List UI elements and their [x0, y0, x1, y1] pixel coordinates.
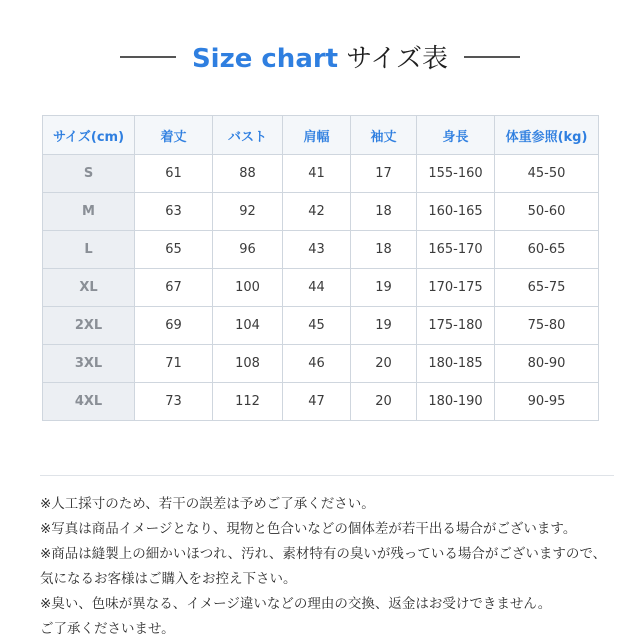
page-title	[0, 0, 640, 75]
table-row	[43, 383, 599, 421]
table-row	[43, 345, 599, 383]
table-row	[43, 231, 599, 269]
table-cell: 100	[213, 269, 283, 307]
table-row	[43, 307, 599, 345]
table-cell: 92	[213, 193, 283, 231]
table-cell: 41	[283, 155, 351, 193]
size-label-cell: S	[43, 155, 135, 193]
table-cell: 45	[283, 307, 351, 345]
note-line: 気になるお客様はご購入をお控え下さい。	[40, 571, 297, 587]
table-cell: 42	[283, 193, 351, 231]
note-line: ※臭い、色味が異なる、イメージ違いなどの理由の交換、返金はお受けできません。	[40, 596, 552, 612]
table-cell: 47	[283, 383, 351, 421]
note-line: ※写真は商品イメージとなり、現物と色合いなどの個体差が若干出る場合がございます。	[40, 521, 577, 537]
table-header-cell: 着丈	[135, 116, 213, 155]
title-english: Size chart	[191, 44, 339, 74]
table-cell: 112	[213, 383, 283, 421]
table-cell: 160-165	[417, 193, 495, 231]
note-line: ご了承くださいませ。	[40, 621, 175, 637]
table-cell: 73	[135, 383, 213, 421]
table-row	[43, 193, 599, 231]
table-cell: 69	[135, 307, 213, 345]
table-cell: 71	[135, 345, 213, 383]
table-cell: 20	[351, 345, 417, 383]
table-cell: 165-170	[417, 231, 495, 269]
table-header-row	[43, 116, 599, 155]
title-japanese: サイズ表	[346, 44, 449, 74]
size-chart-table	[42, 115, 599, 421]
table-cell: 175-180	[417, 307, 495, 345]
table-cell: 17	[351, 155, 417, 193]
size-label-cell: XL	[43, 269, 135, 307]
table-header-cell: 体重参照(kg)	[495, 116, 599, 155]
table-cell: 18	[351, 231, 417, 269]
table-cell: 104	[213, 307, 283, 345]
table-cell: 19	[351, 269, 417, 307]
size-chart-table-wrapper	[42, 115, 598, 421]
table-cell: 18	[351, 193, 417, 231]
table-cell: 108	[213, 345, 283, 383]
table-cell: 50-60	[495, 193, 599, 231]
table-cell: 80-90	[495, 345, 599, 383]
table-cell: 65-75	[495, 269, 599, 307]
table-cell: 88	[213, 155, 283, 193]
table-cell: 155-160	[417, 155, 495, 193]
table-cell: 61	[135, 155, 213, 193]
table-cell: 75-80	[495, 307, 599, 345]
size-label-cell: L	[43, 231, 135, 269]
table-header-cell: 身長	[417, 116, 495, 155]
table-row	[43, 155, 599, 193]
table-cell: 90-95	[495, 383, 599, 421]
size-label-cell: 4XL	[43, 383, 135, 421]
note-line: ※人工採寸のため、若干の誤差は予めご了承ください。	[40, 496, 375, 512]
table-cell: 19	[351, 307, 417, 345]
table-cell: 20	[351, 383, 417, 421]
table-cell: 43	[283, 231, 351, 269]
size-label-cell: 3XL	[43, 345, 135, 383]
size-label-cell: 2XL	[43, 307, 135, 345]
table-header-cell: 袖丈	[351, 116, 417, 155]
table-cell: 180-190	[417, 383, 495, 421]
table-cell: 46	[283, 345, 351, 383]
table-cell: 67	[135, 269, 213, 307]
table-cell: 44	[283, 269, 351, 307]
table-cell: 180-185	[417, 345, 495, 383]
title-rule-left	[120, 56, 176, 58]
table-header-cell: サイズ(cm)	[43, 116, 135, 155]
title-rule-right	[464, 56, 520, 58]
table-header-cell: バスト	[213, 116, 283, 155]
table-header-cell: 肩幅	[283, 116, 351, 155]
table-cell: 45-50	[495, 155, 599, 193]
note-line: ※商品は縫製上の細かいほつれ、汚れ、素材特有の臭いが残っている場合がございますので、	[40, 546, 607, 562]
size-label-cell: M	[43, 193, 135, 231]
table-row	[43, 269, 599, 307]
table-cell: 63	[135, 193, 213, 231]
notes-section	[40, 475, 614, 642]
table-cell: 60-65	[495, 231, 599, 269]
table-cell: 96	[213, 231, 283, 269]
table-cell: 65	[135, 231, 213, 269]
title-text	[192, 38, 448, 75]
table-cell: 170-175	[417, 269, 495, 307]
